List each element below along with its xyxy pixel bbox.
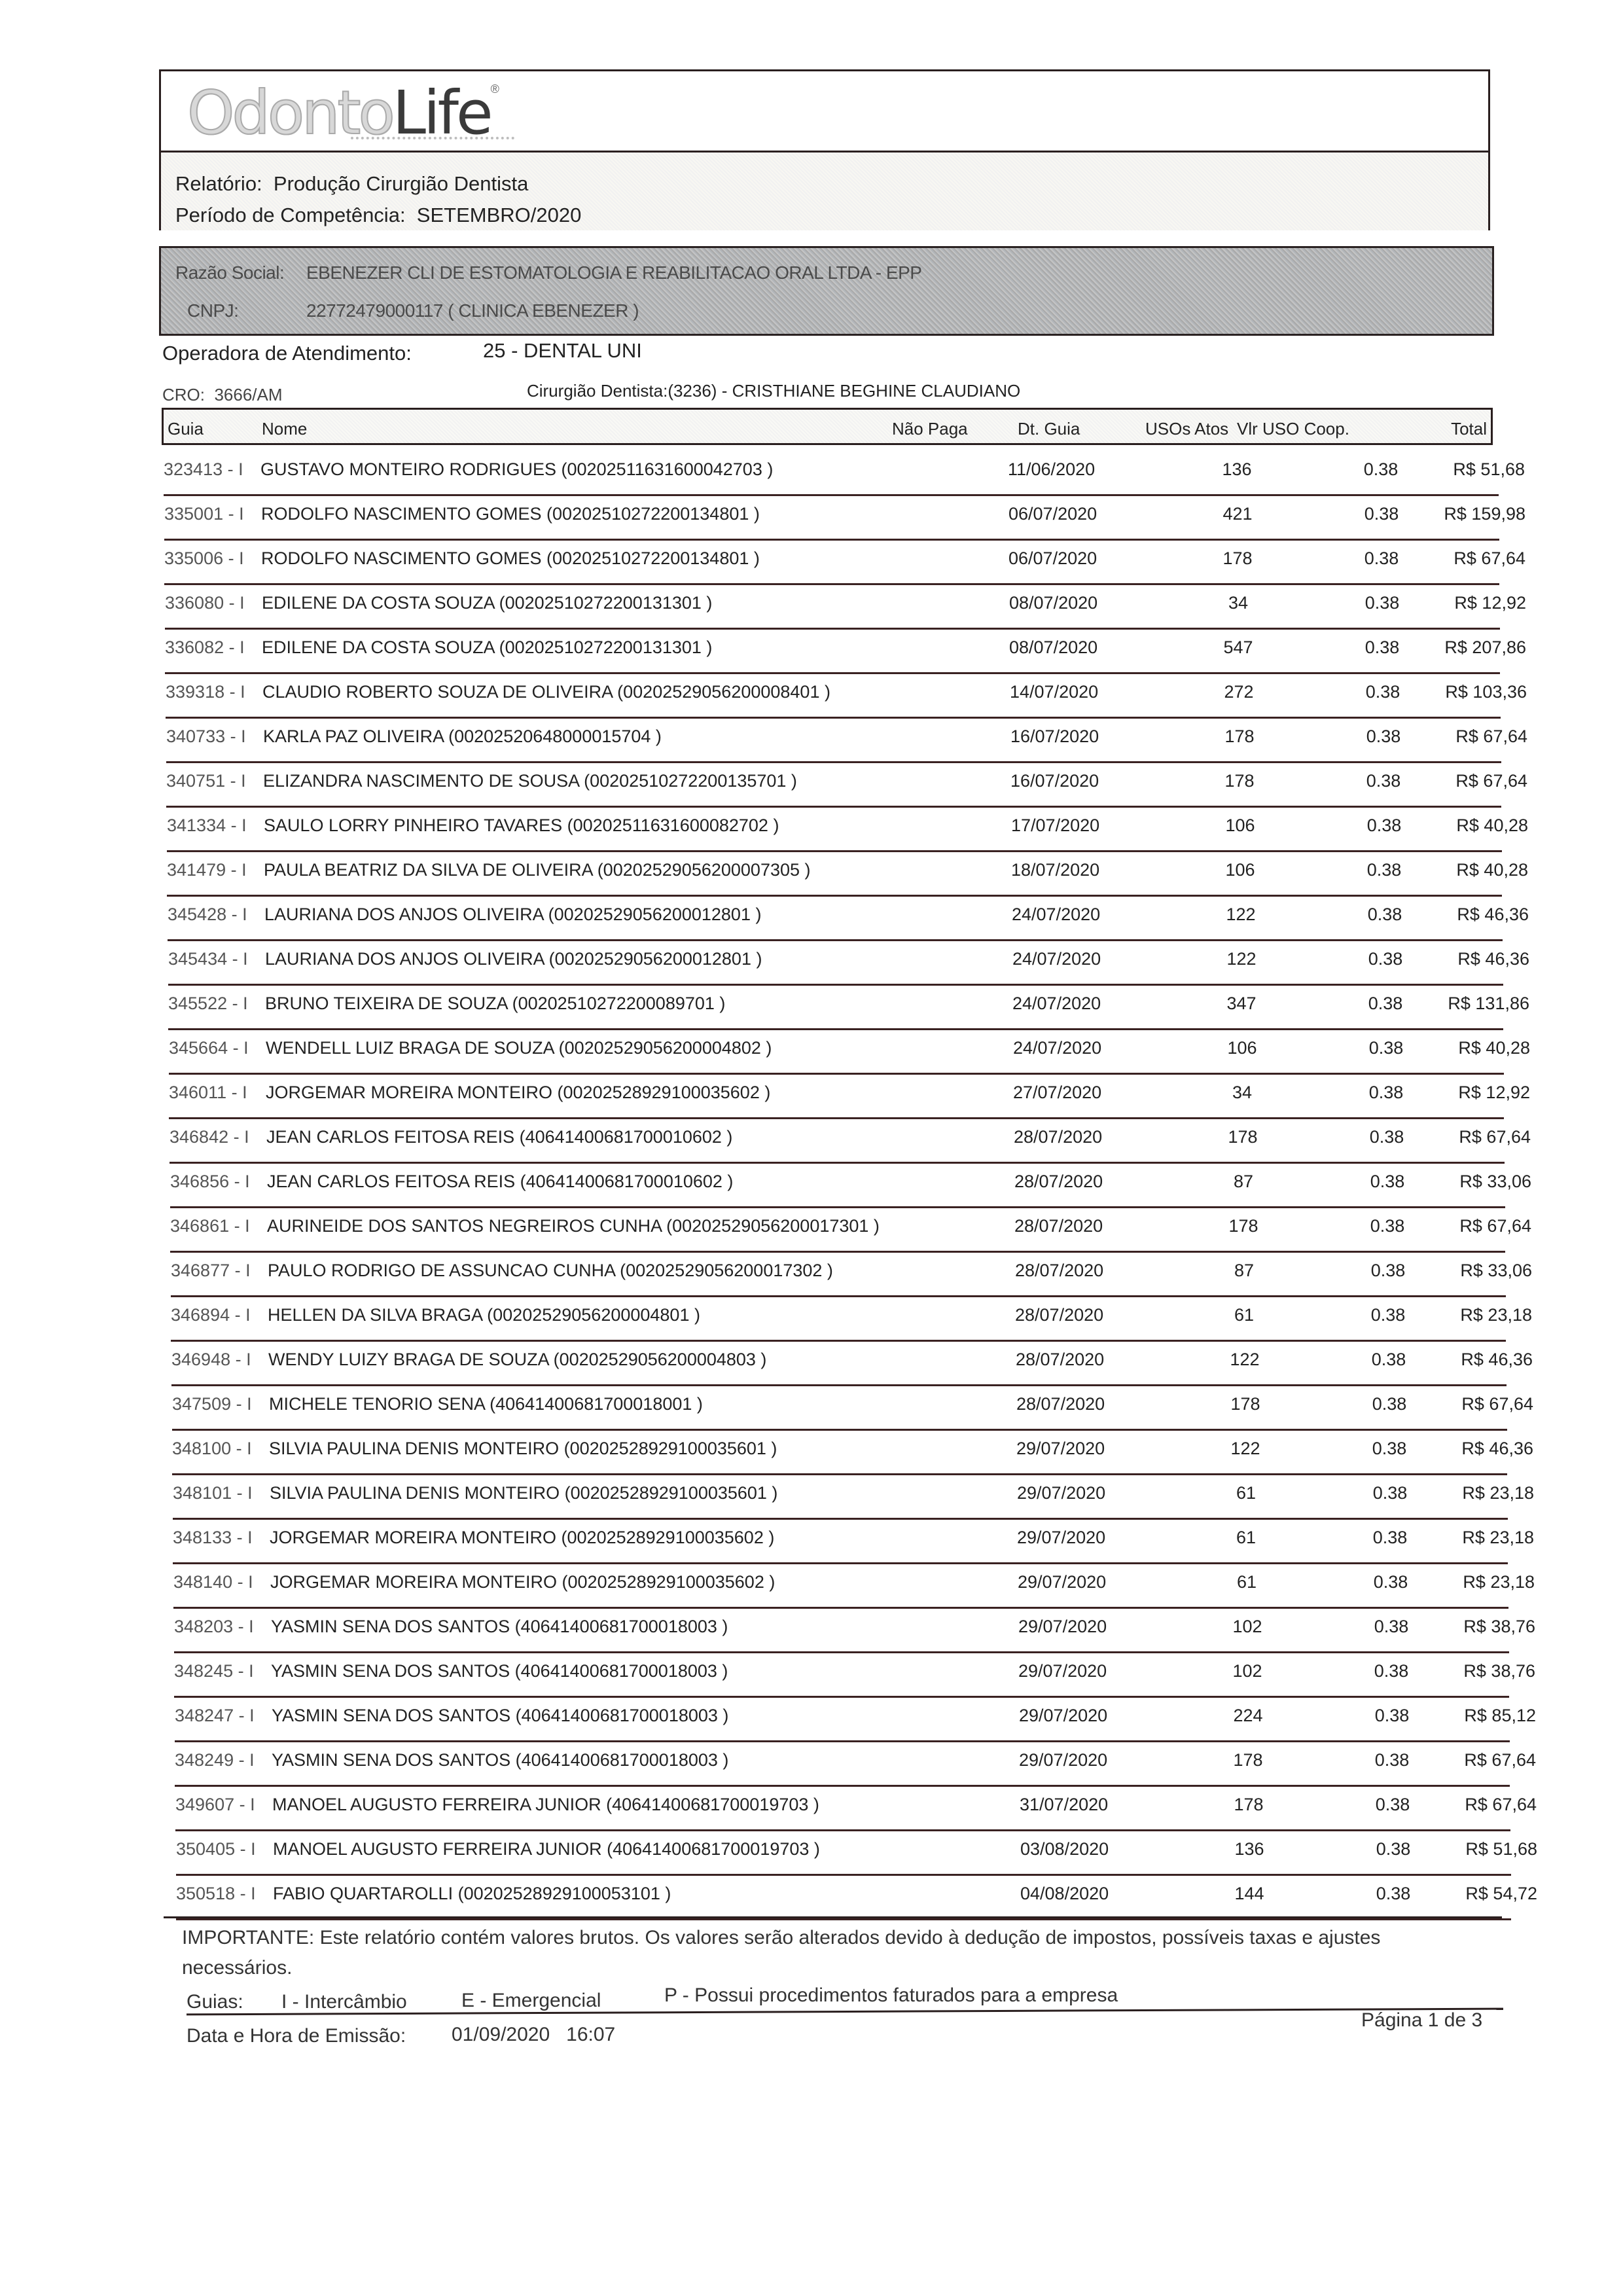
vlr-uso-coop-cell: 0.38 [1372,1394,1407,1414]
total-cell: R$ 67,64 [1465,1795,1537,1814]
usos-atos-cell: 106 [1225,816,1255,835]
cnpj-value: 22772479000117 ( CLINICA EBENEZER ) [306,300,639,321]
dt-guia-cell: 08/07/2020 [1009,637,1098,657]
vlr-uso-coop-cell: 0.38 [1374,1750,1410,1770]
guia-cell: 346856 - I [170,1172,250,1191]
nome-cell: ELIZANDRA NASCIMENTO DE SOUSA (00202510272200135701 ) [263,771,797,791]
nome-cell: CLAUDIO ROBERTO SOUZA DE OLIVEIRA (00202529056200008401 ) [262,682,830,702]
usos-atos-cell: 61 [1234,1305,1255,1325]
total-cell: R$ 67,64 [1461,1394,1533,1414]
guia-cell: 340751 - I [166,771,246,791]
total-cell: R$ 103,36 [1445,682,1527,702]
vlr-uso-coop-cell: 0.38 [1365,682,1400,702]
table-row [169,1030,1530,1075]
dt-guia-cell: 28/07/2020 [1014,1216,1103,1236]
guia-cell: 345428 - I [168,905,247,924]
report-value: Produção Cirurgião Dentista [273,172,529,195]
dt-guia-cell: 24/07/2020 [1012,905,1101,924]
table-row [171,1342,1533,1386]
table-row [175,1787,1537,1831]
usos-atos-cell: 178 [1230,1394,1260,1414]
dt-guia-cell: 06/07/2020 [1008,504,1097,524]
nome-cell: JORGEMAR MOREIRA MONTEIRO (00202528929100035602 ) [266,1083,771,1102]
page-info: Página 1 de 3 [1361,2009,1483,2031]
table-row [167,808,1528,852]
nome-cell: SAULO LORRY PINHEIRO TAVARES (00202511631600082702 ) [264,816,779,835]
usos-atos-cell: 122 [1226,905,1256,924]
important-note-line1: IMPORTANTE: Este relatório contém valores brutos. Os valores serão alterados devido à dedução de impostos, possíveis taxas e ajustes [182,1927,1381,1948]
table-row [165,630,1526,674]
dt-guia-cell: 29/07/2020 [1017,1483,1106,1503]
table-row [176,1876,1537,1920]
vlr-uso-coop-cell: 0.38 [1374,1617,1409,1636]
usos-atos-cell: 178 [1234,1795,1264,1814]
nome-cell: YASMIN SENA DOS SANTOS (40641400681700018003 ) [271,1617,728,1636]
total-cell: R$ 12,92 [1458,1083,1530,1102]
guia-cell: 348140 - I [173,1572,253,1592]
table-row [171,1297,1532,1342]
guia-cell: 346877 - I [171,1261,251,1280]
vlr-uso-coop-cell: 0.38 [1368,949,1403,969]
total-cell: R$ 67,64 [1464,1750,1536,1770]
dt-guia-cell: 27/07/2020 [1013,1083,1102,1102]
vlr-uso-coop-cell: 0.38 [1363,459,1399,479]
vlr-uso-coop-cell: 0.38 [1368,1083,1404,1102]
legend-faturados: P - Possui procedimentos faturados para a empresa [664,1984,1118,2006]
table-bottom-rule [164,1916,1502,1918]
total-cell: R$ 67,64 [1455,726,1527,746]
important-note-line2: necessários. [182,1957,293,1979]
logo-life-text: Life [392,78,491,148]
nome-cell: WENDY LUIZY BRAGA DE SOUZA (00202529056200004803 ) [268,1350,767,1369]
usos-atos-cell: 106 [1225,860,1255,880]
dt-guia-cell: 28/07/2020 [1014,1127,1103,1147]
usos-atos-cell: 421 [1222,504,1253,524]
dt-guia-cell: 31/07/2020 [1020,1795,1109,1814]
vlr-uso-coop-cell: 0.38 [1371,1350,1406,1369]
dt-guia-cell: 03/08/2020 [1020,1839,1109,1859]
guia-cell: 346842 - I [169,1127,249,1147]
table-row [169,1119,1531,1164]
guia-cell: 340733 - I [166,726,246,746]
emission-value: 01/09/2020 16:07 [452,2024,616,2045]
total-cell: R$ 51,68 [1453,459,1525,479]
usos-atos-cell: 224 [1233,1706,1263,1725]
table-row [166,719,1527,763]
col-nao-paga: Não Paga [892,419,968,439]
vlr-uso-coop-cell: 0.38 [1374,1661,1409,1681]
dt-guia-cell: 11/06/2020 [1008,459,1096,479]
dt-guia-cell: 28/07/2020 [1015,1305,1104,1325]
table-row [164,452,1525,496]
usos-atos-cell: 178 [1228,1127,1258,1147]
nome-cell: PAULA BEATRIZ DA SILVA DE OLIVEIRA (00202529056200007305 ) [264,860,811,880]
usos-atos-cell: 547 [1223,637,1253,657]
total-cell: R$ 159,98 [1444,504,1525,524]
period-value: SETEMBRO/2020 [416,204,582,226]
nome-cell: HELLEN DA SILVA BRAGA (00202529056200004801 ) [268,1305,700,1325]
vlr-uso-coop-cell: 0.38 [1364,593,1400,613]
table-row [170,1164,1531,1208]
usos-atos-cell: 178 [1228,1216,1258,1236]
report-title [175,172,528,196]
col-total: Total [1451,419,1487,439]
dentist-label: Cirurgião Dentista: [527,381,668,401]
guia-cell: 348203 - I [174,1617,254,1636]
total-cell: R$ 207,86 [1444,637,1526,657]
nome-cell: KARLA PAZ OLIVEIRA (00202520648000015704 ) [263,726,662,746]
vlr-uso-coop-cell: 0.38 [1370,1305,1406,1325]
vlr-uso-coop-cell: 0.38 [1375,1795,1410,1814]
dt-guia-cell: 04/08/2020 [1020,1884,1109,1903]
total-cell: R$ 23,18 [1462,1528,1534,1547]
vlr-uso-coop-cell: 0.38 [1370,1172,1405,1191]
legend-emergencial: E - Emergencial [461,1990,601,2011]
nome-cell: WENDELL LUIZ BRAGA DE SOUZA (00202529056200004802 ) [266,1038,772,1058]
dt-guia-cell: 08/07/2020 [1009,593,1098,613]
table-row [167,852,1528,897]
total-cell: R$ 46,36 [1461,1350,1533,1369]
nome-cell: EDILENE DA COSTA SOUZA (00202510272200131301 ) [262,593,713,613]
vlr-uso-coop-cell: 0.38 [1374,1706,1410,1725]
guia-cell: 348245 - I [174,1661,254,1681]
table-row [174,1609,1535,1653]
total-cell: R$ 51,68 [1465,1839,1537,1859]
table-row [168,941,1529,986]
guia-cell: 350518 - I [176,1884,256,1903]
dt-guia-cell: 16/07/2020 [1010,771,1099,791]
table-row [175,1742,1536,1787]
nome-cell: SILVIA PAULINA DENIS MONTEIRO (00202528929100035601 ) [270,1483,778,1503]
nome-cell: FABIO QUARTAROLLI (00202528929100053101 ) [273,1884,671,1903]
vlr-uso-coop-cell: 0.38 [1376,1884,1411,1903]
col-vlr-uso-coop: Vlr USO Coop. [1237,419,1349,439]
table-row [173,1520,1534,1564]
nome-cell: LAURIANA DOS ANJOS OLIVEIRA (00202529056200012801 ) [265,949,762,969]
usos-atos-cell: 122 [1230,1439,1260,1458]
guia-cell: 336080 - I [165,593,245,613]
guia-cell: 346011 - I [169,1083,247,1102]
vlr-uso-coop-cell: 0.38 [1368,1038,1404,1058]
nome-cell: RODOLFO NASCIMENTO GOMES (00202510272200134801 ) [261,504,760,524]
vlr-uso-coop-cell: 0.38 [1364,504,1399,524]
guia-cell: 346861 - I [170,1216,250,1236]
dt-guia-cell: 28/07/2020 [1016,1394,1105,1414]
usos-atos-cell: 102 [1232,1617,1262,1636]
usos-atos-cell: 178 [1224,771,1255,791]
usos-atos-cell: 347 [1226,994,1257,1013]
table-row [172,1431,1533,1475]
usos-atos-cell: 87 [1233,1172,1254,1191]
dt-guia-cell: 16/07/2020 [1010,726,1099,746]
dentist [527,381,1020,401]
vlr-uso-coop-cell: 0.38 [1367,905,1402,924]
guias-label: Guias: [187,1991,243,2013]
total-cell: R$ 33,06 [1460,1261,1532,1280]
guia-cell: 349607 - I [175,1795,255,1814]
guia-cell: 323413 - I [164,459,243,479]
usos-atos-cell: 178 [1224,726,1255,746]
period [175,204,581,227]
dt-guia-cell: 28/07/2020 [1015,1261,1104,1280]
company-box [159,246,1494,336]
dt-guia-cell: 29/07/2020 [1017,1528,1106,1547]
guia-cell: 336082 - I [165,637,245,657]
table-row [165,585,1526,630]
col-dt-guia: Dt. Guia [1018,419,1080,439]
nome-cell: SILVIA PAULINA DENIS MONTEIRO (00202528929100035601 ) [269,1439,777,1458]
vlr-uso-coop-cell: 0.38 [1372,1439,1407,1458]
nome-cell: RODOLFO NASCIMENTO GOMES (00202510272200134801 ) [261,548,760,568]
nome-cell: EDILENE DA COSTA SOUZA (00202510272200131301 ) [262,637,713,657]
dt-guia-cell: 28/07/2020 [1014,1172,1103,1191]
guia-cell: 348249 - I [175,1750,255,1770]
guia-cell: 347509 - I [172,1394,252,1414]
logo-area [161,71,1488,152]
vlr-uso-coop-cell: 0.38 [1368,994,1403,1013]
vlr-uso-coop-cell: 0.38 [1364,637,1400,657]
razao-social-label: Razão Social: [175,262,285,283]
guia-cell: 345664 - I [169,1038,249,1058]
cro-label: CRO: [162,385,205,404]
total-cell: R$ 67,64 [1454,548,1525,568]
guia-cell: 346948 - I [171,1350,251,1369]
guia-cell: 348100 - I [172,1439,252,1458]
table-header [162,408,1493,445]
guia-cell: 348101 - I [173,1483,253,1503]
vlr-uso-coop-cell: 0.38 [1370,1216,1405,1236]
report-label: Relatório: [175,172,262,195]
vlr-uso-coop-cell: 0.38 [1373,1572,1408,1592]
nome-cell: MANOEL AUGUSTO FERREIRA JUNIOR (40641400681700019703 ) [272,1795,819,1814]
razao-social-value: EBENEZER CLI DE ESTOMATOLOGIA E REABILITACAO ORAL LTDA - EPP [306,262,922,283]
vlr-uso-coop-cell: 0.38 [1366,726,1401,746]
usos-atos-cell: 122 [1226,949,1257,969]
total-cell: R$ 12,92 [1454,593,1526,613]
guia-cell: 335006 - I [164,548,244,568]
usos-atos-cell: 272 [1224,682,1254,702]
vlr-uso-coop-cell: 0.38 [1372,1528,1408,1547]
guia-cell: 339318 - I [166,682,245,702]
nome-cell: BRUNO TEIXEIRA DE SOUZA (00202510272200089701 ) [265,994,726,1013]
total-cell: R$ 40,28 [1456,816,1528,835]
guia-cell: 348133 - I [173,1528,253,1547]
dt-guia-cell: 18/07/2020 [1011,860,1100,880]
nome-cell: MANOEL AUGUSTO FERREIRA JUNIOR (40641400681700019703 ) [273,1839,820,1859]
nome-cell: PAULO RODRIGO DE ASSUNCAO CUNHA (00202529056200017302 ) [268,1261,833,1280]
guia-cell: 341479 - I [167,860,247,880]
vlr-uso-coop-cell: 0.38 [1372,1483,1408,1503]
dentist-value: (3236) - CRISTHIANE BEGHINE CLAUDIANO [668,381,1021,401]
guia-cell: 335001 - I [164,504,244,524]
vlr-uso-coop-cell: 0.38 [1370,1261,1406,1280]
dt-guia-cell: 29/07/2020 [1019,1750,1108,1770]
vlr-uso-coop-cell: 0.38 [1376,1839,1411,1859]
total-cell: R$ 131,86 [1448,994,1529,1013]
table-row [176,1831,1537,1876]
total-cell: R$ 46,36 [1457,949,1529,969]
usos-atos-cell: 34 [1232,1083,1253,1102]
nome-cell: JEAN CARLOS FEITOSA REIS (40641400681700010602 ) [267,1172,734,1191]
nome-cell: YASMIN SENA DOS SANTOS (40641400681700018003 ) [272,1750,729,1770]
guia-cell: 350405 - I [176,1839,256,1859]
legend-intercambio: I - Intercâmbio [281,1991,407,2013]
nome-cell: JEAN CARLOS FEITOSA REIS (40641400681700010602 ) [266,1127,733,1147]
table-row [171,1253,1532,1297]
operadora-label: Operadora de Atendimento: [162,342,412,365]
emission-label: Data e Hora de Emissão: [187,2025,406,2047]
report-info-area [161,152,1488,230]
usos-atos-cell: 136 [1222,459,1252,479]
usos-atos-cell: 61 [1236,1528,1257,1547]
nome-cell: JORGEMAR MOREIRA MONTEIRO (00202528929100035602 ) [270,1528,775,1547]
logo-tagline [351,137,514,139]
table-row [173,1564,1535,1609]
odontolife-logo [187,78,499,148]
total-cell: R$ 67,64 [1455,771,1527,791]
total-cell: R$ 38,76 [1463,1661,1535,1681]
guia-cell: 345522 - I [168,994,248,1013]
total-cell: R$ 54,72 [1465,1884,1537,1903]
table-row [175,1698,1536,1742]
period-label: Período de Competência: [175,204,406,226]
col-usos-atos: USOs Atos [1145,419,1229,439]
table-row [166,763,1527,808]
col-guia: Guia [168,419,204,439]
col-nome: Nome [262,419,308,439]
nome-cell: YASMIN SENA DOS SANTOS (40641400681700018003 ) [272,1706,729,1725]
total-cell: R$ 85,12 [1464,1706,1536,1725]
total-cell: R$ 46,36 [1461,1439,1533,1458]
total-cell: R$ 40,28 [1456,860,1528,880]
table-row [168,986,1529,1030]
nome-cell: YASMIN SENA DOS SANTOS (40641400681700018003 ) [271,1661,728,1681]
nome-cell: MICHELE TENORIO SENA (40641400681700018001 ) [269,1394,703,1414]
usos-atos-cell: 34 [1228,593,1249,613]
guia-cell: 346894 - I [171,1305,251,1325]
table-row [169,1075,1530,1119]
total-cell: R$ 23,18 [1462,1483,1534,1503]
dt-guia-cell: 29/07/2020 [1018,1661,1107,1681]
trademark-icon: ® [490,82,499,96]
vlr-uso-coop-cell: 0.38 [1366,860,1402,880]
table-row [168,897,1529,941]
vlr-uso-coop-cell: 0.38 [1369,1127,1404,1147]
table-row [164,496,1525,541]
dt-guia-cell: 29/07/2020 [1019,1706,1108,1725]
total-cell: R$ 67,64 [1459,1216,1531,1236]
usos-atos-cell: 178 [1222,548,1253,568]
table-row [174,1653,1535,1698]
usos-atos-cell: 61 [1236,1483,1257,1503]
guia-cell: 341334 - I [167,816,247,835]
cnpj-label: CNPJ: [187,300,239,321]
usos-atos-cell: 178 [1233,1750,1263,1770]
usos-atos-cell: 136 [1234,1839,1264,1859]
usos-atos-cell: 61 [1236,1572,1257,1592]
dt-guia-cell: 29/07/2020 [1016,1439,1105,1458]
total-cell: R$ 33,06 [1459,1172,1531,1191]
table-row [172,1386,1533,1431]
usos-atos-cell: 87 [1234,1261,1255,1280]
total-cell: R$ 67,64 [1459,1127,1531,1147]
vlr-uso-coop-cell: 0.38 [1364,548,1399,568]
nome-cell: GUSTAVO MONTEIRO RODRIGUES (00202511631600042703 ) [260,459,774,479]
vlr-uso-coop-cell: 0.38 [1366,771,1401,791]
cro [162,385,283,405]
dt-guia-cell: 24/07/2020 [1012,994,1101,1013]
usos-atos-cell: 122 [1230,1350,1260,1369]
total-cell: R$ 46,36 [1457,905,1529,924]
total-cell: R$ 38,76 [1463,1617,1535,1636]
cro-value: 3666/AM [214,385,283,404]
logo-odonto-text: Odonto [187,78,393,148]
table-row [173,1475,1534,1520]
guia-cell: 348247 - I [175,1706,255,1725]
dt-guia-cell: 24/07/2020 [1013,1038,1102,1058]
nome-cell: LAURIANA DOS ANJOS OLIVEIRA (00202529056200012801 ) [264,905,762,924]
operadora-value: 25 - DENTAL UNI [483,339,642,362]
usos-atos-cell: 106 [1227,1038,1257,1058]
dt-guia-cell: 14/07/2020 [1010,682,1099,702]
table-row [166,674,1527,719]
nome-cell: AURINEIDE DOS SANTOS NEGREIROS CUNHA (00202529056200017301 ) [267,1216,880,1236]
usos-atos-cell: 102 [1232,1661,1262,1681]
dt-guia-cell: 06/07/2020 [1008,548,1097,568]
dt-guia-cell: 29/07/2020 [1018,1617,1107,1636]
total-cell: R$ 23,18 [1460,1305,1532,1325]
vlr-uso-coop-cell: 0.38 [1366,816,1402,835]
dt-guia-cell: 24/07/2020 [1012,949,1101,969]
usos-atos-cell: 144 [1234,1884,1264,1903]
table-row [164,541,1525,585]
total-cell: R$ 23,18 [1463,1572,1535,1592]
dt-guia-cell: 17/07/2020 [1011,816,1100,835]
dt-guia-cell: 28/07/2020 [1016,1350,1105,1369]
nome-cell: JORGEMAR MOREIRA MONTEIRO (00202528929100035602 ) [270,1572,776,1592]
report-header [159,69,1490,230]
table-row [170,1208,1531,1253]
dt-guia-cell: 29/07/2020 [1018,1572,1107,1592]
guia-cell: 345434 - I [168,949,248,969]
total-cell: R$ 40,28 [1458,1038,1530,1058]
